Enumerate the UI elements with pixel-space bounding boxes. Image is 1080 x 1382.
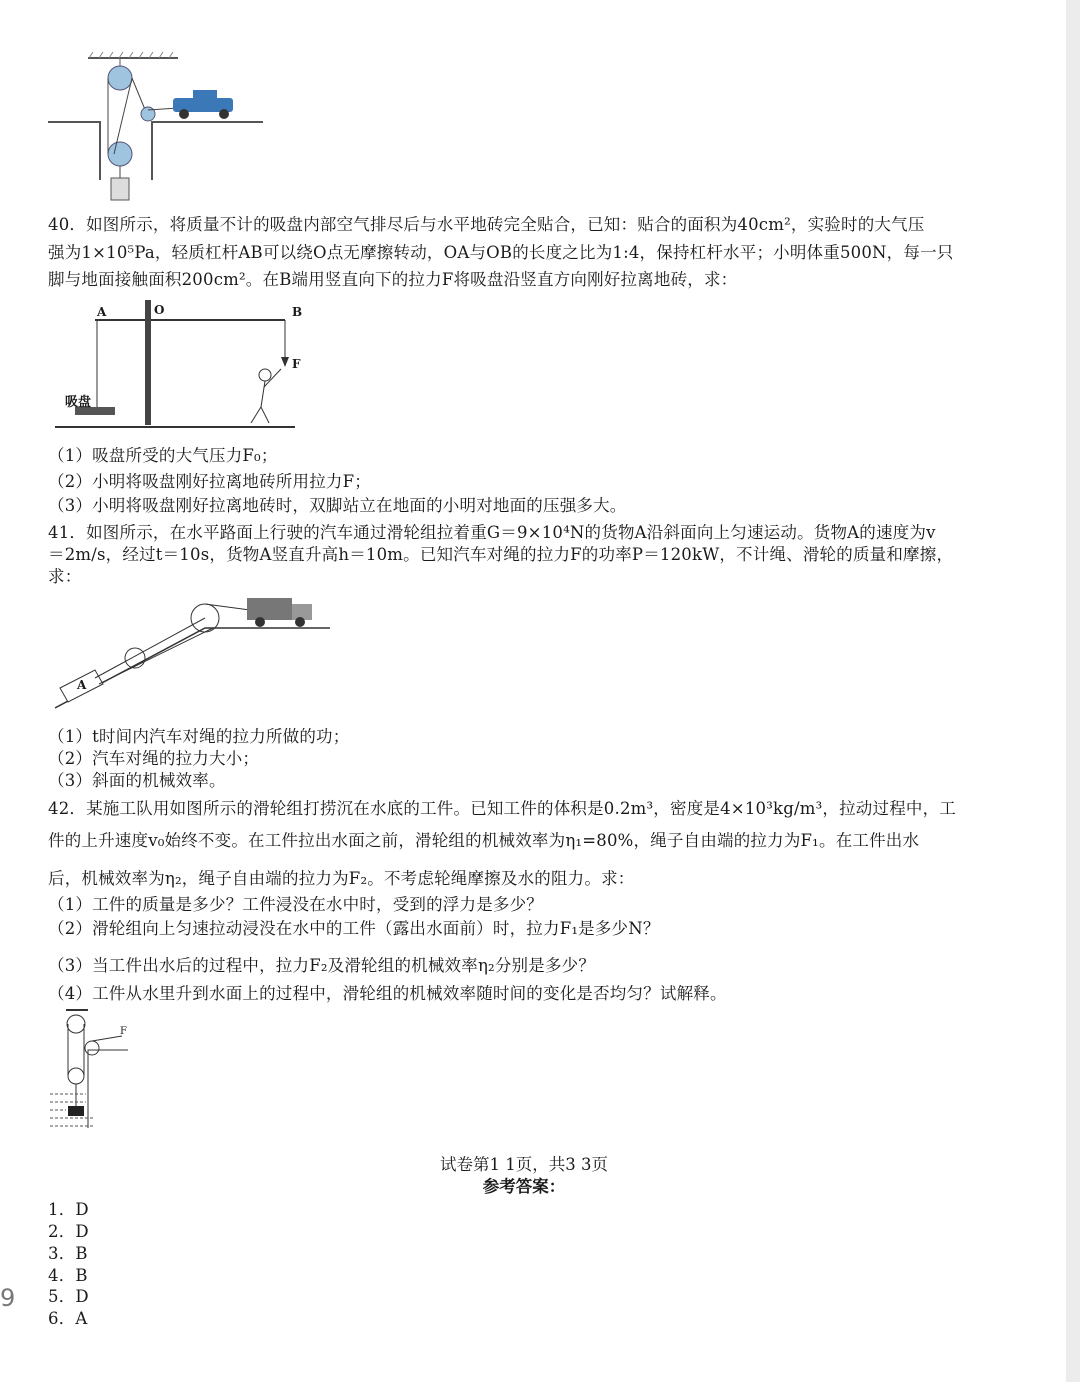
answer-3: 3．B (48, 1244, 88, 1263)
answer-1: 1．D (48, 1200, 89, 1219)
q42-sub-1: （1）工件的质量是多少？工件浸没在水中时，受到的浮力是多少？ (48, 895, 543, 914)
q41-line-3: 求： (48, 567, 82, 586)
page-footer: 试卷第1 1页，共3 3页 (440, 1155, 608, 1174)
q40-sub-2: （2）小明将吸盘刚好拉离地砖所用拉力F； (48, 472, 371, 491)
answer-5: 5．D (48, 1287, 89, 1306)
side-page-number: 9 (0, 1284, 16, 1312)
q40-sub-1: （1）吸盘所受的大气压力F₀； (48, 446, 278, 465)
answers-title: 参考答案： (482, 1177, 566, 1196)
q42-sub-3: （3）当工件出水后的过程中，拉力F₂及滑轮组的机械效率η₂分别是多少？ (48, 956, 596, 975)
label-o: O (154, 303, 165, 317)
water-pulley-figure (48, 1006, 138, 1132)
label-b: B (292, 305, 303, 319)
lever-figure (55, 295, 305, 435)
q42-sub-2: （2）滑轮组向上匀速拉动浸没在水中的工件（露出水面前）时，拉力F₁是多少N？ (48, 919, 660, 938)
q42-sub-4: （4）工件从水里升到水面上的过程中，滑轮组的机械效率随时间的变化是否均匀？试解释。 (48, 984, 727, 1003)
q40-line-1: 40．如图所示，将质量不计的吸盘内部空气排尽后与水平地砖完全贴合，已知：贴合的面积为40cm²，实验时的大气压 (48, 215, 925, 234)
answer-4: 4．B (48, 1266, 88, 1285)
q42-line-3: 后，机械效率为η₂，绳子自由端的拉力为F₂。不考虑轮绳摩擦及水的阻力。求： (48, 869, 635, 888)
page-edge (1066, 0, 1080, 1382)
q40-line-3: 脚与地面接触面积200cm²。在B端用竖直向下的拉力F将吸盘沿竖直方向刚好拉离地砖，求： (48, 270, 738, 289)
q41-sub-3: （3）斜面的机械效率。 (48, 771, 226, 790)
q41-line-2: ＝2m/s，经过t＝10s，货物A竖直升高h＝10m。已知汽车对绳的拉力F的功率P＝120kW，不计绳、滑轮的质量和摩擦， (48, 545, 954, 564)
q42-line-2: 件的上升速度v₀始终不变。在工件拉出水面之前，滑轮组的机械效率为η₁=80%，绳子自由端的拉力为F₁。在工件出水 (48, 831, 920, 850)
label-a: A (77, 678, 87, 692)
label-suction-cup: 吸盘 (65, 395, 92, 410)
label-f: F (120, 1026, 127, 1037)
q42-line-1: 42．某施工队用如图所示的滑轮组打捞沉在水底的工件。已知工件的体积是0.2m³，密度是4×10³kg/m³，拉动过程中，工 (48, 799, 957, 818)
answer-2: 2．D (48, 1222, 89, 1241)
incline-figure (55, 588, 335, 713)
label-f: F (292, 357, 301, 371)
q41-line-1: 41．如图所示，在水平路面上行驶的汽车通过滑轮组拉着重G＝9×10⁴N的货物A沿斜面向上匀速运动。货物A的速度为v (48, 523, 936, 542)
q41-sub-2: （2）汽车对绳的拉力大小； (48, 749, 260, 768)
q40-line-2: 强为1×10⁵Pa，轻质杠杆AB可以绕O点无摩擦转动，OA与OB的长度之比为1:4，保持杠杆水平；小明体重500N，每一只 (48, 243, 954, 262)
q40-sub-3: （3）小明将吸盘刚好拉离地砖时，双脚站立在地面的小明对地面的压强多大。 (48, 496, 627, 515)
q41-sub-1: （1）t时间内汽车对绳的拉力所做的功； (48, 727, 350, 746)
answer-6: 6．A (48, 1309, 88, 1328)
pulley-truck-figure (48, 50, 268, 206)
label-a: A (97, 305, 107, 319)
